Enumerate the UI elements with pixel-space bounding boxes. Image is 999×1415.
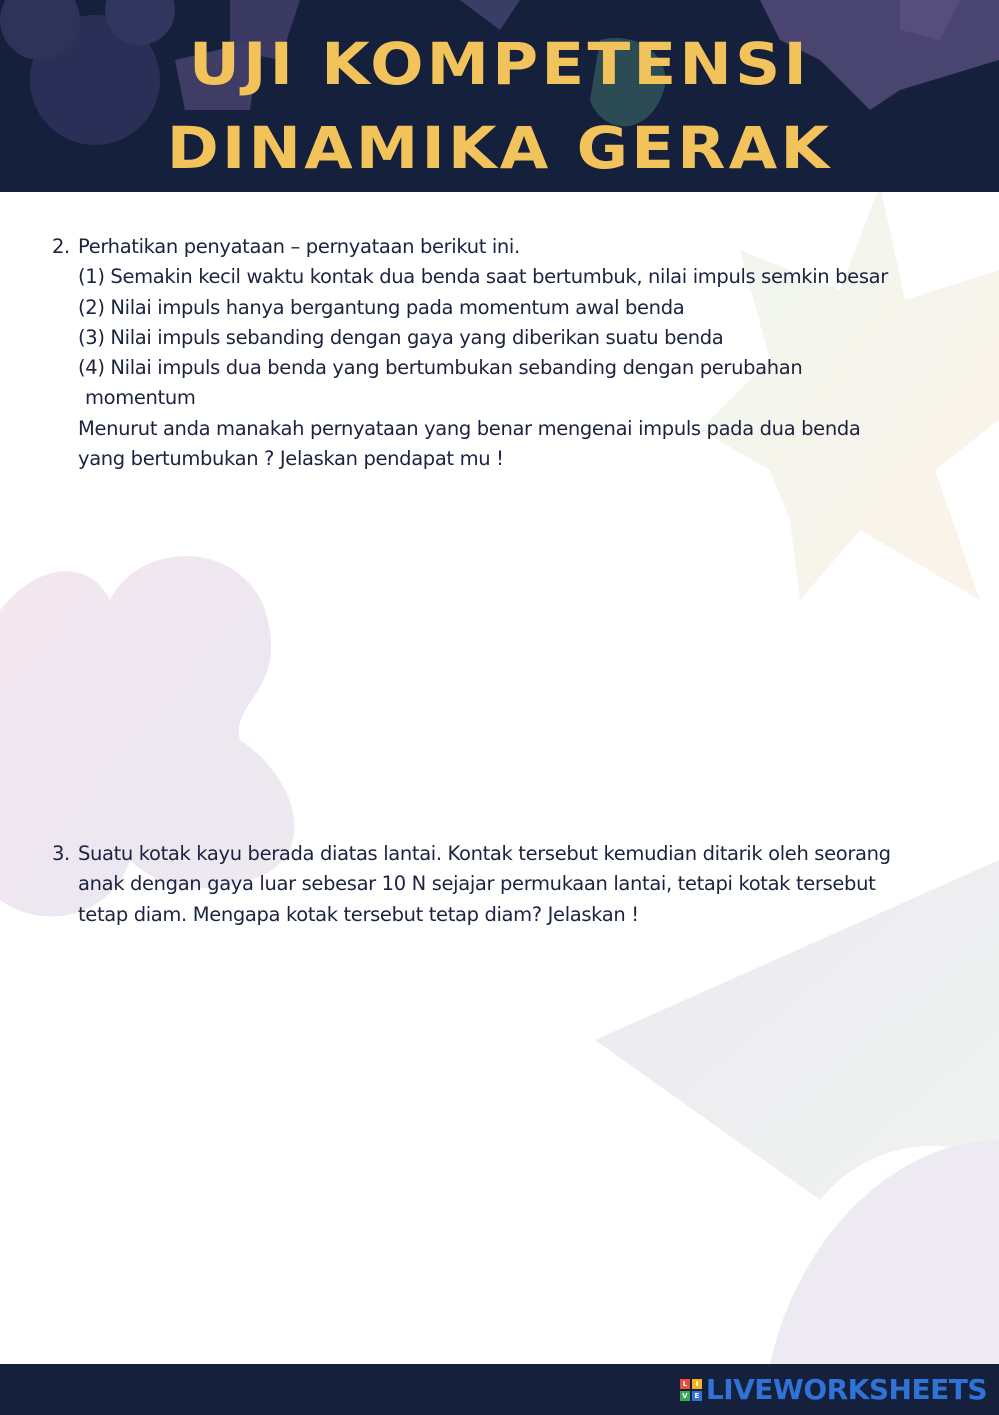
footer-bar xyxy=(0,1364,999,1415)
statement-4-continued: momentum xyxy=(85,386,196,410)
question-2-prompt-line-2: yang bertumbukan ? Jelaskan pendapat mu ! xyxy=(78,447,504,471)
title-line-2: DINAMIKA GERAK xyxy=(166,114,833,182)
logo-letter-i: I xyxy=(692,1379,702,1389)
answer-area-question-2[interactable] xyxy=(52,490,912,820)
question-2-intro: Perhatikan penyataan – pernyataan berikut ini. xyxy=(78,235,520,258)
statement-2: (2) Nilai impuls hanya bergantung pada momentum awal benda xyxy=(78,295,685,319)
logo-letter-l: L xyxy=(680,1379,690,1389)
question-3-line-2: anak dengan gaya luar sebesar 10 N sejajar permukaan lantai, tetapi kotak tersebut xyxy=(78,872,876,896)
liveworksheets-logo[interactable] xyxy=(680,1373,987,1406)
logo-letter-e: E xyxy=(692,1391,702,1401)
question-3-line-3: tetap diam. Mengapa kotak tersebut tetap diam? Jelaskan ! xyxy=(78,902,639,926)
question-3 xyxy=(52,839,912,930)
statement-4: (4) Nilai impuls dua benda yang bertumbukan sebanding dengan perubahan xyxy=(78,356,803,380)
statement-1: (1) Semakin kecil waktu kontak dua benda saat bertumbuk, nilai impuls semkin besar xyxy=(78,265,888,289)
answer-area-question-3[interactable] xyxy=(52,945,912,1345)
question-3-line-1 xyxy=(52,839,912,869)
logo-squares-icon xyxy=(680,1379,702,1401)
question-3-text-1: Suatu kotak kayu berada diatas lantai. Kontak tersebut kemudian ditarik oleh seorang xyxy=(78,842,891,865)
logo-letter-v: V xyxy=(680,1391,690,1401)
question-number: 3. xyxy=(52,842,70,865)
question-2 xyxy=(52,232,912,474)
question-2-intro-line xyxy=(52,232,912,262)
logo-text: LIVEWORKSHEETS xyxy=(705,1373,987,1406)
question-number: 2. xyxy=(52,235,70,258)
title-line-1: UJI KOMPETENSI xyxy=(188,30,811,98)
question-2-prompt-line-1: Menurut anda manakah pernyataan yang benar mengenai impuls pada dua benda xyxy=(78,416,861,440)
statement-3: (3) Nilai impuls sebanding dengan gaya yang diberikan suatu benda xyxy=(78,325,724,349)
